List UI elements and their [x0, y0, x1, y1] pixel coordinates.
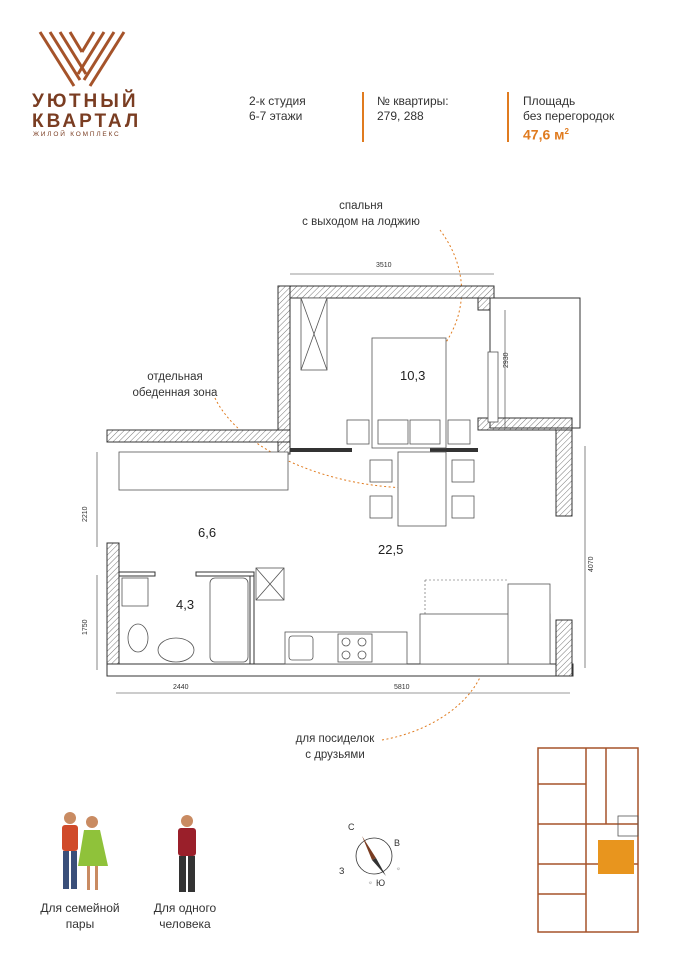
brand-title-line2: КВАРТАЛ — [32, 111, 142, 132]
dim-loggia: 2930 — [503, 352, 510, 368]
chair — [370, 460, 392, 482]
single-caption — [140, 900, 230, 932]
apartment-floors: 6-7 этажи — [249, 109, 303, 123]
room-area-bedroom: 10,3 — [400, 368, 426, 383]
room-area-bath: 4,3 — [176, 597, 195, 612]
dim-left-lower: 1750 — [82, 619, 89, 635]
loggia-wall — [488, 352, 498, 422]
dim-left-upper: 2210 — [82, 506, 89, 522]
single-caption-line1: Для одного — [153, 901, 217, 915]
dim-bottom-right: 5810 — [394, 684, 410, 691]
compass-east: В — [394, 838, 401, 848]
apartment-number-values: 279, 288 — [377, 109, 424, 123]
bathtub — [210, 578, 248, 662]
key-floor-plan — [536, 744, 644, 936]
single-person-icon — [170, 812, 204, 896]
dim-top: 3510 — [376, 262, 392, 269]
bath-wall-top2 — [196, 572, 254, 576]
couple-caption-line1: Для семейной — [40, 901, 120, 915]
chair — [452, 496, 474, 518]
couple-icon — [52, 808, 112, 896]
wall-top — [278, 286, 494, 298]
wall-right-upper — [556, 430, 572, 516]
area-label-line1: Площадь — [523, 94, 576, 108]
kitchen-cabinets — [119, 452, 288, 490]
room-area-hall: 6,6 — [198, 525, 217, 540]
bath-wall-top — [119, 572, 155, 576]
dining-table — [398, 452, 446, 526]
washing-machine — [122, 578, 148, 606]
lounge-annotation-line1: для посиделок — [295, 733, 375, 745]
nightstand — [347, 420, 369, 444]
room-area-living: 22,5 — [378, 542, 404, 557]
compass-north: С — [348, 822, 355, 832]
chair — [452, 460, 474, 482]
couple-caption-line2: пары — [65, 917, 95, 931]
area-label-line2: без перегородок — [523, 109, 615, 123]
brand-subtitle: ЖИЛОЙ КОМПЛЕКС — [33, 131, 121, 138]
armchair — [508, 584, 550, 664]
wall-bottom — [107, 664, 573, 676]
washbasin — [158, 638, 194, 662]
selected-apartment-highlight — [598, 840, 634, 874]
area-unit-power: 2 — [564, 127, 569, 136]
bath-wall-right — [250, 572, 254, 664]
compass-west: З — [339, 866, 345, 876]
bedroom-annotation-line1: спальня — [339, 200, 383, 212]
dining-annotation-line2: обеденная зона — [132, 387, 218, 399]
wall-bedroom-corner — [478, 298, 490, 310]
dim-right: 4070 — [588, 556, 595, 572]
chair — [370, 496, 392, 518]
nightstand — [448, 420, 470, 444]
bedroom-annotation-line2: с выходом на лоджию — [302, 216, 420, 228]
toilet — [128, 624, 148, 652]
compass-rose — [338, 826, 410, 888]
pillow — [378, 420, 408, 444]
pillow — [410, 420, 440, 444]
svg-text:☼: ☼ — [368, 880, 373, 886]
couple-caption — [30, 900, 130, 932]
area-number: 47,6 м — [523, 126, 565, 143]
apartment-number-label: № квартиры: — [377, 94, 449, 108]
wall-kitchen-top — [107, 430, 290, 442]
single-caption-line2: человека — [159, 917, 211, 931]
compass-south: Ю — [376, 878, 386, 888]
apartment-type-label: 2-к студия — [249, 94, 306, 108]
brand-title-line1: УЮТНЫЙ — [32, 91, 139, 112]
dim-bottom-left: 2440 — [173, 684, 189, 691]
svg-text:☼: ☼ — [396, 866, 401, 872]
sink — [289, 636, 313, 660]
dining-annotation-line1: отдельная — [147, 371, 203, 383]
wall-bedroom-left — [278, 286, 290, 454]
wall-left — [107, 543, 119, 671]
wall-right-lower — [556, 620, 572, 676]
lounge-annotation-line2: с друзьями — [305, 749, 365, 761]
